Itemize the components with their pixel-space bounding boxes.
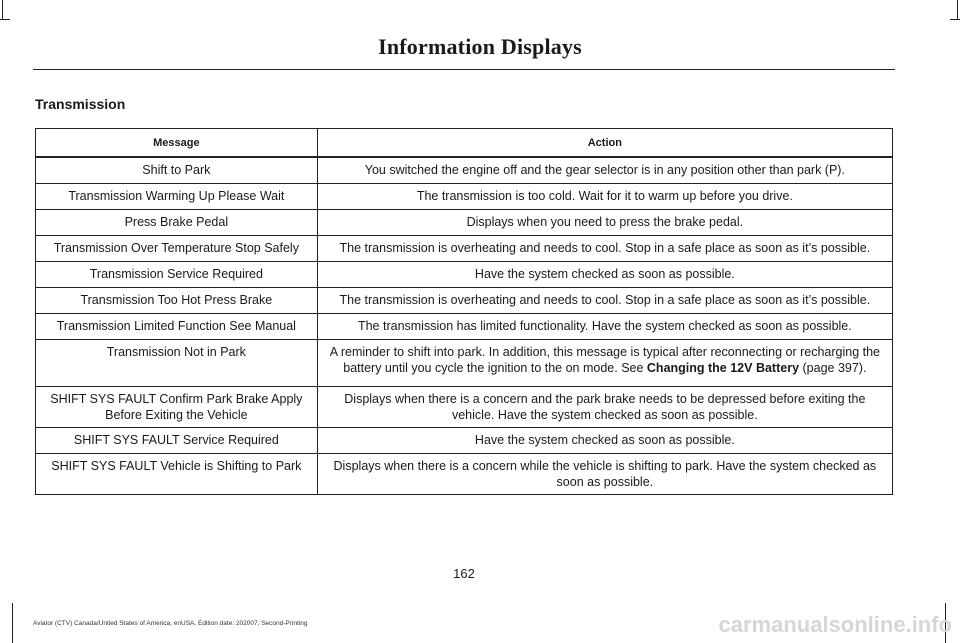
crop-mark-bottom-left-v <box>12 603 13 643</box>
action-text-page-ref: (page 397). <box>799 361 867 375</box>
table-row <box>36 157 893 184</box>
crop-mark-top-left-h <box>0 19 10 20</box>
edition-footer: Aviator (CTV) Canada/United States of America, enUSA, Edition date: 202007, Second-Printing <box>33 620 308 627</box>
header-divider <box>33 69 895 70</box>
crop-mark-top-left-v <box>2 0 3 20</box>
action-cell <box>317 340 892 387</box>
action-cell: Have the system checked as soon as possible. <box>317 262 892 288</box>
message-cell: Transmission Over Temperature Stop Safely <box>36 236 318 262</box>
message-cell: Transmission Too Hot Press Brake <box>36 288 318 314</box>
action-cell: The transmission is overheating and needs to cool. Stop in a safe place as soon as it’s possible. <box>317 288 892 314</box>
message-cell: Transmission Limited Function See Manual <box>36 314 318 340</box>
table-row <box>36 428 893 454</box>
table-header-row <box>36 129 893 158</box>
message-cell: Press Brake Pedal <box>36 210 318 236</box>
table-row <box>36 262 893 288</box>
table-row <box>36 288 893 314</box>
column-header-message: Message <box>36 129 318 158</box>
cross-reference-link[interactable]: Changing the 12V Battery <box>646 361 800 375</box>
message-cell: SHIFT SYS FAULT Vehicle is Shifting to Park <box>36 454 318 495</box>
table-row <box>36 454 893 495</box>
column-header-action: Action <box>317 129 892 158</box>
watermark: carmanualsonline.info <box>718 612 952 637</box>
action-cell: Displays when you need to press the brake pedal. <box>317 210 892 236</box>
transmission-messages-table <box>35 128 893 495</box>
message-cell: Transmission Warming Up Please Wait <box>36 184 318 210</box>
table-row <box>36 340 893 387</box>
section-title: Transmission <box>35 96 126 112</box>
table-row <box>36 314 893 340</box>
message-cell: SHIFT SYS FAULT Confirm Park Brake Apply Before Exiting the Vehicle <box>36 387 318 428</box>
page-header-title: Information Displays <box>378 34 582 59</box>
action-text: A reminder to shift into park. In addition, this message is typical after reconnecting or recharging the battery until you cycle the ignition to the on mode. See <box>329 345 880 375</box>
action-cell: Displays when there is a concern while the vehicle is shifting to park. Have the system checked as soon as possible. <box>317 454 892 495</box>
message-cell: Transmission Not in Park <box>36 340 318 387</box>
message-cell: Transmission Service Required <box>36 262 318 288</box>
table-row <box>36 184 893 210</box>
table-row <box>36 210 893 236</box>
action-cell: Displays when there is a concern and the park brake needs to be depressed before exiting the vehicle. Have the system checked as soon as possible. <box>317 387 892 428</box>
action-cell: The transmission has limited functionality. Have the system checked as soon as possible. <box>317 314 892 340</box>
action-cell: Have the system checked as soon as possible. <box>317 428 892 454</box>
message-cell: SHIFT SYS FAULT Service Required <box>36 428 318 454</box>
crop-mark-top-right-h <box>950 19 960 20</box>
page-number: 162 <box>453 566 475 581</box>
action-cell: You switched the engine off and the gear selector is in any position other than park (P). <box>317 157 892 184</box>
action-cell: The transmission is overheating and needs to cool. Stop in a safe place as soon as it’s possible. <box>317 236 892 262</box>
table-row <box>36 387 893 428</box>
action-cell: The transmission is too cold. Wait for it to warm up before you drive. <box>317 184 892 210</box>
crop-mark-top-right-v <box>957 0 958 20</box>
table-row <box>36 236 893 262</box>
message-cell: Shift to Park <box>36 157 318 184</box>
